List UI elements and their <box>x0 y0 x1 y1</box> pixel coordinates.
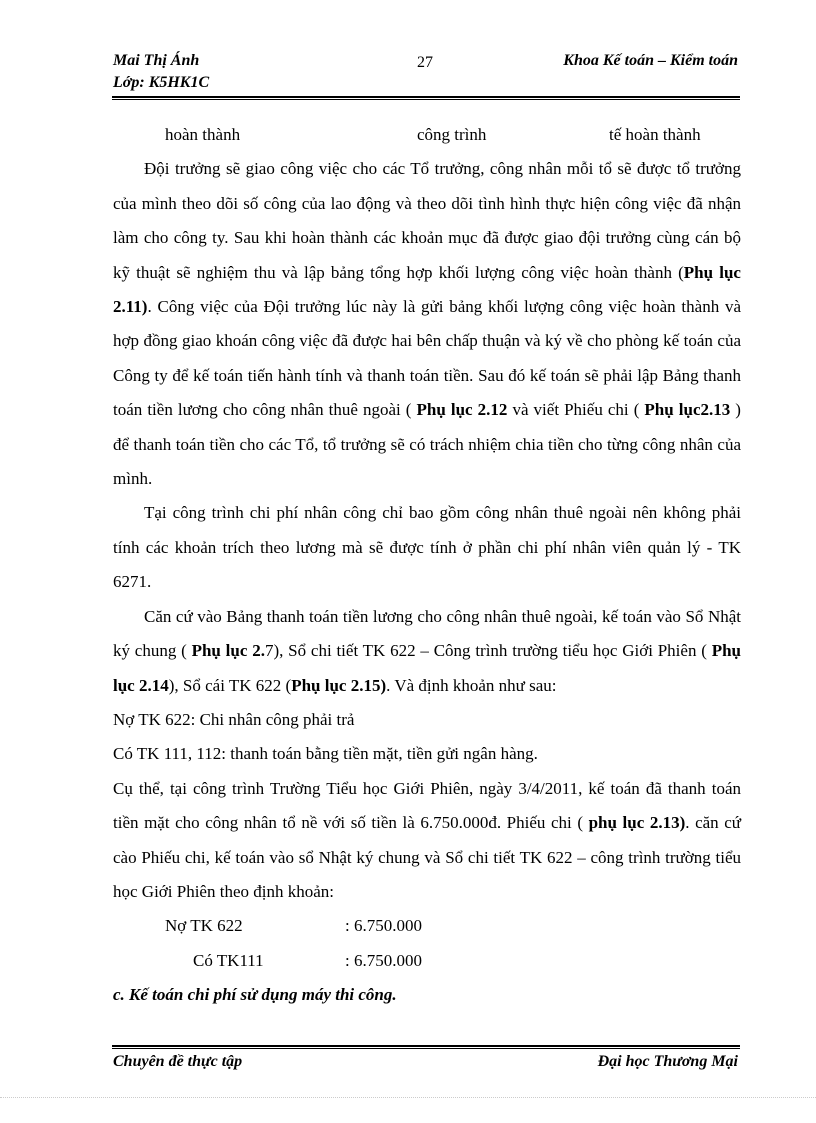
table-cell: hoàn thành <box>165 125 241 144</box>
header-rule <box>112 96 740 98</box>
header-rule-thin <box>112 99 740 100</box>
text-run: Đội trưởng sẽ giao công việc cho các Tổ trưởng, công nhân mỗi tổ sẽ được tổ trưởng của mình theo dõi số công của lao động và theo dõi tình hình thực hiện công việc đã nhận làm cho công ty. Sau khi hoàn thành các khoản mục đã được giao đội trưởng cùng cán bộ kỹ thuật sẽ nghiệm thu và lập bảng tổng hợp khối lượng công việc hoàn thành ( <box>113 159 741 282</box>
paragraph-4 <box>113 772 741 910</box>
footer-rule <box>112 1045 740 1047</box>
page-edge-dots <box>0 1097 816 1098</box>
entry-debit <box>165 909 741 943</box>
text-run: . căn cứ cào Phiếu chi, kế toán vào sổ Nhật ký chung và Sổ chi tiết TK 622 – công trình trường tiểu học Giới Phiên theo định khoản: <box>113 813 741 901</box>
text-run: và viết Phiếu chi ( <box>507 400 645 420</box>
appendix-ref: Phụ lục2.13 <box>644 400 731 420</box>
paragraph-2: Tại công trình chi phí nhân công chỉ bao gồm công nhân thuê ngoài nên không phải tính các khoản trích theo lương mà sẽ được tính ở phần chi phí nhân viên quản lý - TK 6271. <box>113 503 741 592</box>
appendix-ref: Phụ lục 2.11) <box>113 262 741 317</box>
text-run: . Và định khoản như sau: <box>386 675 557 695</box>
class-code: Lớp: K5HK1C <box>113 74 210 91</box>
entry-amount: : 6.750.000 <box>345 916 422 936</box>
entry-amount: : 6.750.000 <box>345 950 422 970</box>
appendix-ref: phụ lục 2.13) <box>588 813 686 833</box>
footer-rule-thin <box>112 1048 740 1049</box>
paragraph-3 <box>113 600 741 703</box>
page-body <box>113 118 741 1013</box>
credit-line: Có TK 111, 112: thanh toán bằng tiền mặt, tiền gửi ngân hàng. <box>113 744 538 764</box>
header-left <box>113 50 209 94</box>
section-heading: c. Kế toán chi phí sử dụng máy thi công. <box>113 985 397 1005</box>
appendix-ref: Phụ lục 2.14 <box>113 641 741 695</box>
text-run: ), Sổ cái TK 622 ( <box>168 675 292 695</box>
text-run: . Công việc của Đội trưởng lúc này là gửi bảng khối lượng công việc hoàn thành và hợp đồng giao khoán công việc đã được hai bên chấp thuận và ký về cho phòng kế toán của Công ty để kế toán tiến hành tính và thanh toán tiền. Sau đó kế toán sẽ phải lập Bảng thanh toán tiền lương cho công nhân thuê ngoài ( <box>113 297 741 420</box>
footer-right: Đại học Thương Mại <box>597 1053 738 1070</box>
entry-label: Nợ TK 622 <box>165 916 243 936</box>
debit-line: Nợ TK 622: Chi nhân công phải trả <box>113 709 355 729</box>
text-run: Căn cứ vào Bảng thanh toán tiền lương cho công nhân thuê ngoài, kế toán vào Sổ Nhật ký chung ( <box>113 606 741 661</box>
table-cell: tế hoàn thành <box>609 125 701 144</box>
text-run: ) để thanh toán tiền cho các Tổ, tổ trưởng sẽ có trách nhiệm chia tiền cho từng công nhân của mình. <box>113 400 741 489</box>
footer-left: Chuyên đề thực tập <box>113 1053 243 1070</box>
page-number: 27 <box>417 54 433 71</box>
appendix-ref: Phụ lục 2. <box>191 641 265 661</box>
appendix-ref: Phụ lục 2.12 <box>416 400 508 420</box>
entry-label: Có TK111 <box>193 950 264 970</box>
table-tail-row <box>113 118 741 152</box>
appendix-ref: Phụ lục 2.15) <box>291 675 387 695</box>
text-run: 7), Sổ chi tiết TK 622 – Công trình trường tiểu học Giới Phiên ( <box>264 641 712 661</box>
paragraph-1 <box>113 152 741 496</box>
department: Khoa Kế toán – Kiểm toán <box>563 52 738 69</box>
text-run: Cụ thể, tại công trình Trường Tiểu học Giới Phiên, ngày 3/4/2011, kế toán đã thanh toán tiền mặt cho công nhân tổ nề với số tiền là 6.750.000đ. Phiếu chi ( <box>113 778 741 833</box>
author-name: Mai Thị Ánh <box>113 52 200 69</box>
table-cell: công trình <box>417 125 487 144</box>
entry-credit <box>165 944 741 978</box>
